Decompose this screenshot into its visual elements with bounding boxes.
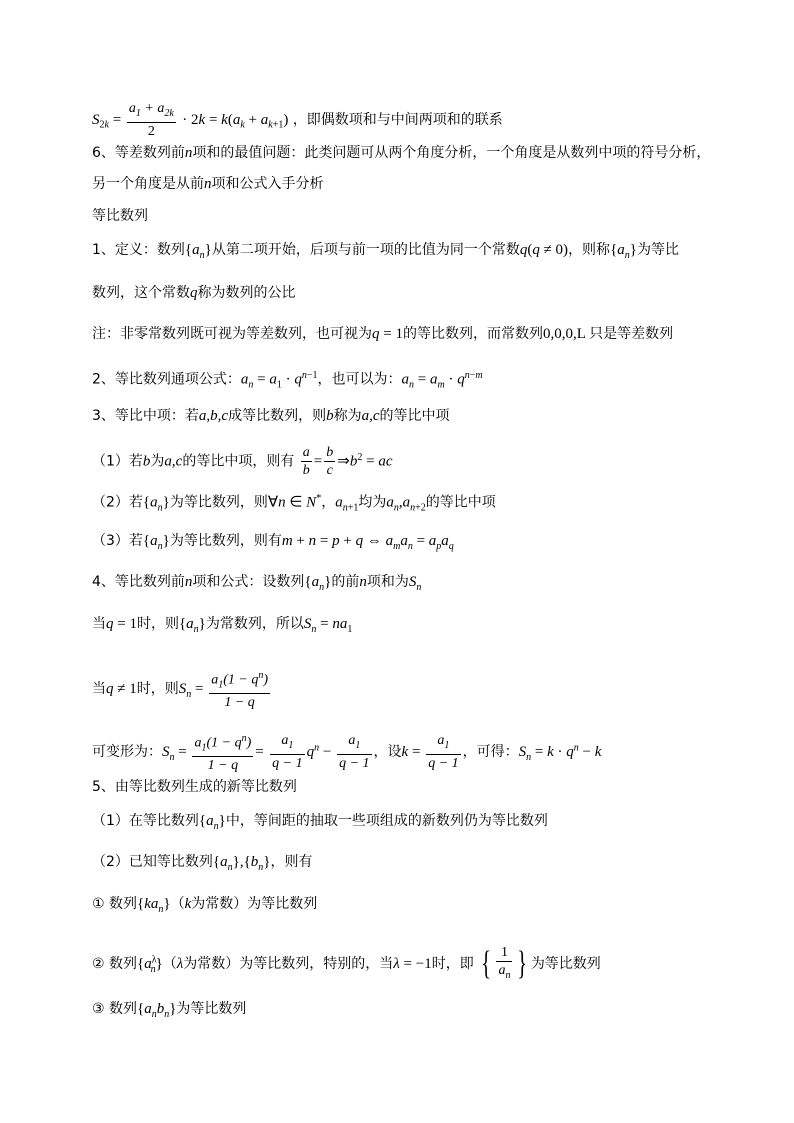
case-ka: ① 数列$\{ka_n\}(k$为常数）为等比数列 (92, 896, 318, 915)
sum-case-qne1: 当q ≠ 1时，则$S_n$ = $\frac{a_1(1 - q^n)}{1 - q}$ (92, 667, 272, 711)
case-a-lambda: ② 数列$\{a^\lambda_n\}(\lambda$为常数）为等比数列，特别的，当λ = −1时，即 { $\frac{1}{a_n}$ } 为等比数列 (92, 944, 601, 982)
new-sequence-title: 5、由等比数列生成的新等比数列 (92, 779, 297, 795)
case-ab: ③ 数列$\{a_nb_n\}$为等比数列 (92, 1001, 247, 1020)
section-heading: 等比数列 (92, 208, 148, 224)
sum-case-q1: 当q = 1时，则$\{a_n\}$为常数列，所以$S_n = na_1$ (92, 616, 353, 635)
text-l1-tail: ，即偶数项和与中间两项和的联系 (292, 111, 503, 128)
sum-formula-title: 4、等比数列前n项和公式：设数列$\{a_n\}$的前n项和为$S_n$ (92, 574, 422, 593)
text-item-6-cont: 另一个角度是从前n项和公式入手分析 (92, 176, 324, 192)
geometric-mean-1: （1）若b为a,c的等比中项，则有 $\frac{a}{b}$ = $\frac{b}{c}$ $\Rightarrow b^2$ = ac (92, 445, 393, 478)
geometric-mean-2: （2）若$\{a_n\}$为等比数列，则∀n ∈ N*，$a_{n+1}$均为$a_n,a_{n+2}$的等比中项 (92, 493, 496, 514)
text-item-6: 6、等差数列前n项和的最值问题：此类问题可从两个角度分析，一个角度是从数列中项的符号分析， (92, 145, 711, 161)
note-line: 注：非零常数列既可视为等差数列，也可视为q = 1的等比数列，而常数列0,0,0,L 只是等差数列 (92, 326, 674, 342)
general-term: 2、等比数列通项公式：$a_n = a_1 \cdot q^{n-1}$，也可以为：$a_n = a_m \cdot q^{n-m}$ (92, 370, 483, 391)
definition-line: 1、定义：数列$\{a_n\}$从第二项开始，后项与前一项的比值为同一个常数q(q ≠ 0)，则称$\{a_n\}$为等比 (92, 242, 679, 261)
geometric-mean-3: （3）若$\{a_n\}$为等比数列，则有m + n = p + q ⇔ $a_ma_n = a_pa_q$ (92, 533, 454, 552)
geometric-mean-title: 3、等比中项：若a,b,c成等比数列，则b称为a,c的等比中项 (92, 408, 450, 424)
new-sequence-2: （2）已知等比数列$\{a_n\},\{b_n\}$，则有 (92, 854, 313, 873)
new-sequence-1: （1）在等比数列$\{a_n\}$中，等间距的抽取一些项组成的新数列仍为等比数列 (92, 813, 548, 832)
sum-transform: 可变形为：$S_n$ = $\frac{a_1(1 - q^n)}{1 - q}$ = $\frac{a_1}{q - 1}$ $q^n$ − $\frac{a_1}{q - 1}$ ，设k = $\frac{a_1}{q - 1}$ ，可得：$S_n = k \cdot q^n - k$ (92, 730, 601, 774)
formula-s2k: $S_{2k}$ = $\frac{a_1 + a_{2k}}{2}$ · $2k = k(a_k + a_{k+1})$ ，即偶数项和与中间两项和的联系 (92, 101, 503, 139)
definition-line-2: 数列，这个常数q称为数列的公比 (92, 285, 296, 301)
